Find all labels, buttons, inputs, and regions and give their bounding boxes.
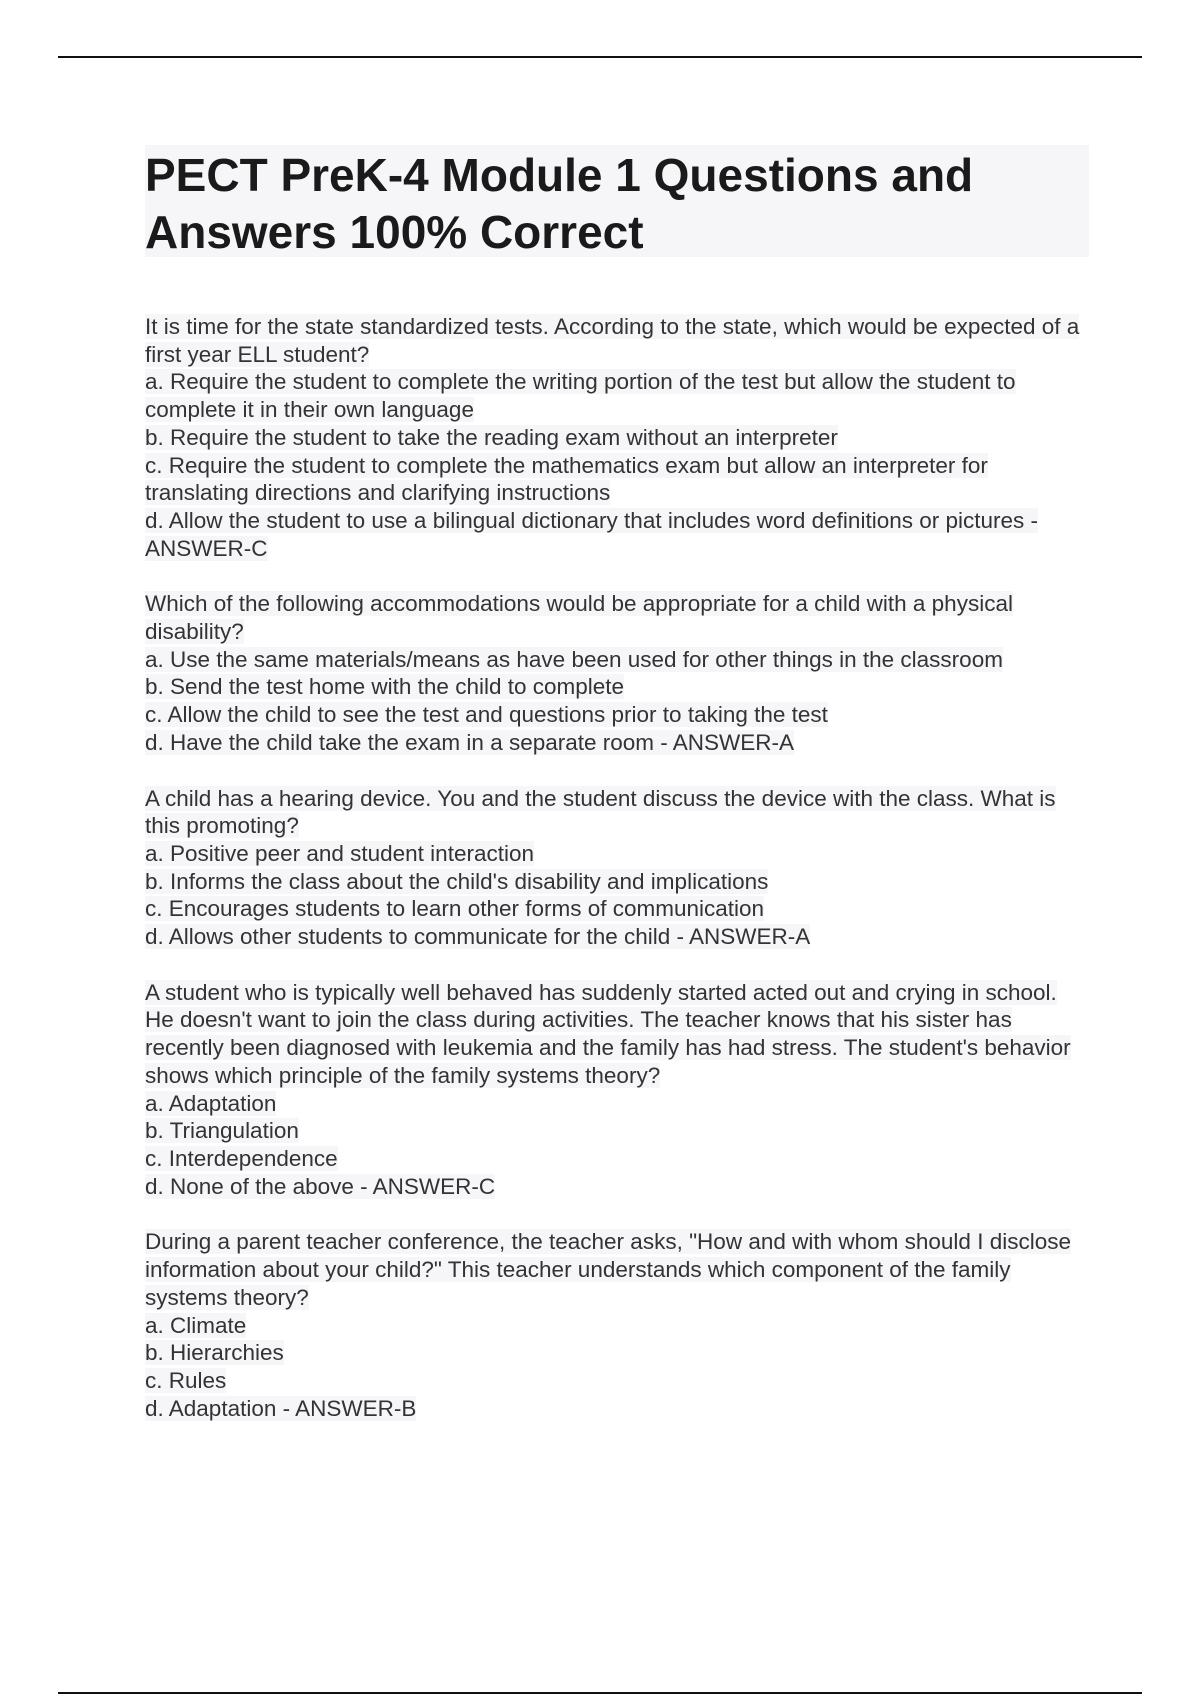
option-d: d. Allow the student to use a bilingual dictionary that includes word definitions or pictures - ANSWER-C	[145, 507, 1039, 561]
bottom-rule	[58, 1692, 1142, 1694]
option-b: b. Hierarchies	[145, 1340, 284, 1366]
question-1	[145, 313, 1089, 562]
option-c: c. Rules	[145, 1367, 227, 1393]
option-c: c. Require the student to complete the mathematics exam but allow an interpreter for translating directions and clarifying instructions	[145, 452, 988, 506]
title-block	[145, 145, 1089, 257]
question-4	[145, 979, 1089, 1201]
document-title: PECT PreK-4 Module 1 Questions and Answers 100% Correct	[145, 149, 974, 258]
option-a: a. Require the student to complete the writing portion of the test but allow the student to complete it in their own language	[145, 369, 1016, 423]
option-d: d. None of the above - ANSWER-C	[145, 1173, 496, 1199]
option-c: c. Encourages students to learn other forms of communication	[145, 896, 765, 922]
option-d: d. Have the child take the exam in a separate room - ANSWER-A	[145, 729, 795, 755]
option-c: c. Interdependence	[145, 1145, 338, 1171]
option-b: b. Require the student to take the reading exam without an interpreter	[145, 424, 838, 450]
option-d: d. Adaptation - ANSWER-B	[145, 1395, 417, 1421]
option-b: b. Informs the class about the child's disability and implications	[145, 868, 769, 894]
question-5	[145, 1228, 1089, 1422]
question-prompt: During a parent teacher conference, the teacher asks, "How and with whom should I disclose information about your child?" This teacher understands which component of the family systems theory?	[145, 1229, 1071, 1310]
option-c: c. Allow the child to see the test and questions prior to taking the test	[145, 702, 828, 728]
top-rule	[58, 56, 1142, 58]
option-b: b. Send the test home with the child to complete	[145, 674, 625, 700]
question-3	[145, 785, 1089, 951]
question-prompt: It is time for the state standardized tests. According to the state, which would be expected of a first year ELL student?	[145, 314, 1080, 367]
option-a: a. Positive peer and student interaction	[145, 840, 534, 866]
question-list	[145, 313, 1089, 1450]
option-a: a. Adaptation	[145, 1090, 277, 1116]
question-2	[145, 590, 1089, 756]
question-prompt: A student who is typically well behaved has suddenly started acted out and crying in school. He doesn't want to join the class during activities. The teacher knows that his sister has recently been diagnosed with leukemia and the family has had stress. The student's behavior shows which principle of the family systems theory?	[145, 979, 1071, 1088]
option-a: a. Use the same materials/means as have been used for other things in the classroom	[145, 646, 1003, 672]
option-a: a. Climate	[145, 1312, 247, 1338]
question-prompt: A child has a hearing device. You and the student discuss the device with the class. What is this promoting?	[145, 785, 1056, 839]
question-prompt: Which of the following accommodations would be appropriate for a child with a physical disability?	[145, 591, 1013, 645]
option-b: b. Triangulation	[145, 1118, 299, 1144]
option-d: d. Allows other students to communicate for the child - ANSWER-A	[145, 924, 811, 950]
